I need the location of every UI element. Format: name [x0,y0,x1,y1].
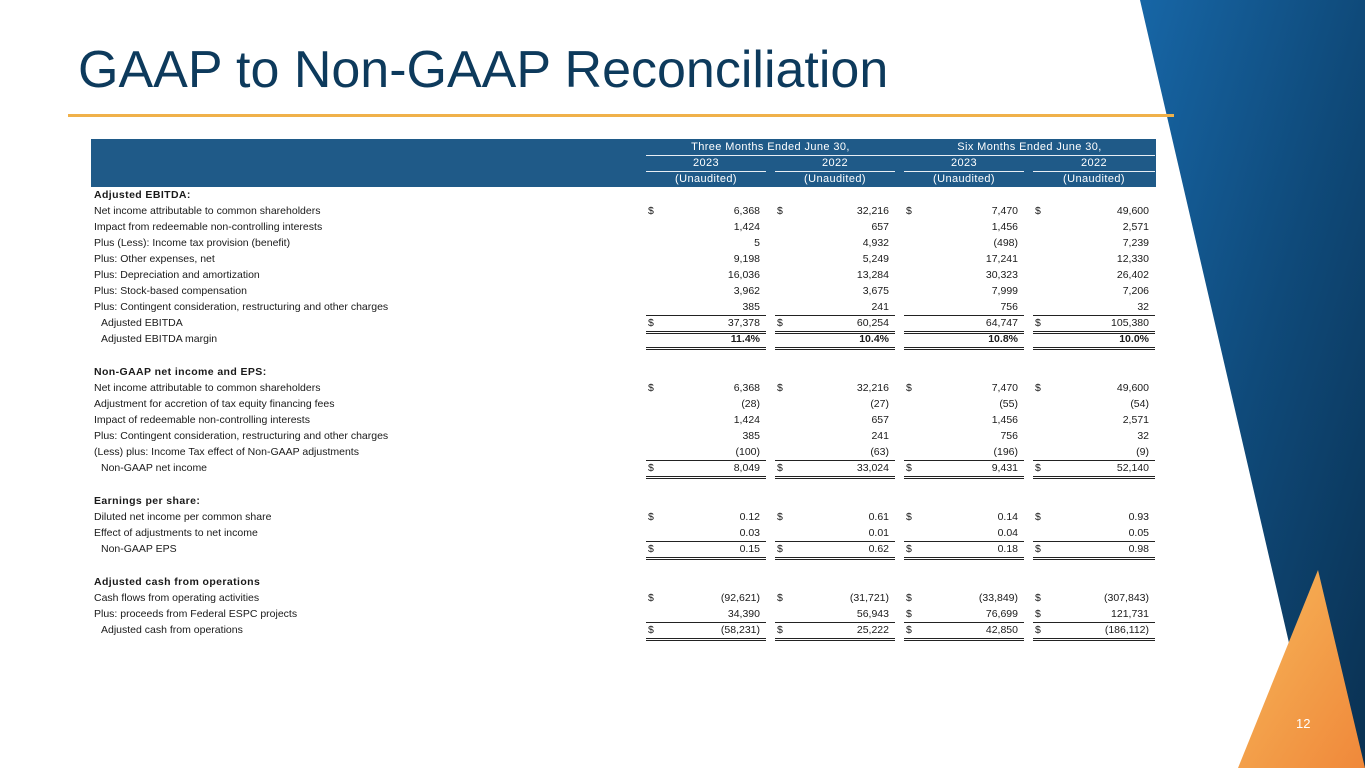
dollar-sign: $ [906,462,912,474]
title-underline [68,114,1174,117]
cell-value: 2,571 [1122,221,1149,233]
dollar-sign: $ [906,382,912,394]
dollar-sign: $ [648,205,654,217]
section-title-row [91,364,1156,380]
cell-value: 3,962 [733,285,760,297]
cell-value: (55) [999,398,1018,410]
row-label: Net income attributable to common shareholders [94,382,321,394]
dollar-sign: $ [906,511,912,523]
cell-value: 121,731 [1111,608,1149,620]
value-cell [646,251,766,267]
cell-value: 241 [871,430,889,442]
value-cell [646,203,766,219]
value-cell [1033,509,1155,525]
dollar-sign: $ [1035,382,1041,394]
value-cell [904,428,1024,444]
value-cell [904,590,1024,606]
cell-value: 3,675 [862,285,889,297]
cell-value: 7,999 [991,285,1018,297]
dollar-sign: $ [777,543,783,555]
cell-value: (100) [735,446,760,458]
table-row [91,396,1156,412]
row-label: Impact of redeemable non-controlling interests [94,414,310,426]
dollar-sign: $ [777,511,783,523]
cell-value: 76,699 [985,608,1018,620]
header-year: 2022 [821,157,849,169]
cell-value: 33,024 [856,462,889,474]
cell-value: 1,424 [733,221,760,233]
row-label: Effect of adjustments to net income [94,527,258,539]
row-label: Plus: Depreciation and amortization [94,269,260,281]
section-title: Non-GAAP net income and EPS: [94,366,267,378]
row-label: Non-GAAP net income [101,462,208,474]
row-label: Plus: Stock-based compensation [94,285,247,297]
header-six-months: Six Months Ended June 30, [957,141,1102,153]
value-cell [1033,444,1155,461]
cell-value: 7,470 [991,382,1018,394]
value-cell [775,235,895,251]
table-row [91,251,1156,267]
dollar-sign: $ [1035,205,1041,217]
cell-value: 17,241 [985,253,1018,265]
value-cell [775,428,895,444]
dollar-sign: $ [648,317,654,329]
row-label: Plus: Contingent consideration, restructuring and other charges [94,301,389,313]
cell-value: 64,747 [985,317,1018,329]
value-cell [1033,380,1155,396]
cell-value: 49,600 [1116,205,1149,217]
value-cell [904,412,1024,428]
value-cell [1033,331,1155,350]
value-cell [904,267,1024,283]
value-cell [646,299,766,316]
dollar-sign: $ [1035,608,1041,620]
cell-value: (307,843) [1104,592,1149,604]
value-cell [904,251,1024,267]
dollar-sign: $ [777,382,783,394]
value-cell [1033,267,1155,283]
row-label: Plus: proceeds from Federal ESPC projects [94,608,298,620]
cell-value: 32,216 [856,205,889,217]
header-year: 2022 [1080,157,1108,169]
cell-value: 657 [871,221,889,233]
table-row [91,315,1156,331]
row-label: Cash flows from operating activities [94,592,260,604]
cell-value: 7,470 [991,205,1018,217]
cell-value: 26,402 [1116,269,1149,281]
header-year: 2023 [692,157,720,169]
value-cell [775,622,895,641]
cell-value: 9,431 [991,462,1018,474]
row-label: Impact from redeemable non-controlling interests [94,221,323,233]
value-cell [646,283,766,299]
cell-value: 25,222 [856,624,889,636]
cell-value: 0.01 [868,527,889,539]
dollar-sign: $ [648,382,654,394]
value-cell [904,283,1024,299]
table-row [91,606,1156,622]
table-body [91,187,1156,638]
value-cell [646,428,766,444]
dollar-sign: $ [1035,624,1041,636]
dollar-sign: $ [648,462,654,474]
cell-value: 5,249 [862,253,889,265]
header-unaudited: (Unaudited) [804,173,866,185]
cell-value: (92,621) [720,592,760,604]
cell-value: 241 [871,301,889,313]
value-cell [904,444,1024,461]
cell-value: 5 [754,237,760,249]
cell-value: (28) [741,398,760,410]
value-cell [775,380,895,396]
dollar-sign: $ [777,317,783,329]
page-title: GAAP to Non-GAAP Reconciliation [78,41,889,99]
section-title-row [91,574,1156,590]
row-label: Adjusted EBITDA margin [101,333,218,345]
cell-value: 11.4% [730,333,760,345]
value-cell [775,219,895,235]
table-row [91,283,1156,299]
section-title: Adjusted cash from operations [94,576,261,588]
table-row [91,203,1156,219]
cell-value: 6,368 [733,382,760,394]
value-cell [904,509,1024,525]
row-label: Non-GAAP EPS [101,543,177,555]
dollar-sign: $ [906,543,912,555]
cell-value: (498) [993,237,1018,249]
cell-value: 8,049 [733,462,760,474]
header-unaudited: (Unaudited) [1063,173,1125,185]
table-row [91,444,1156,460]
value-cell [904,331,1024,350]
table-row [91,380,1156,396]
section-title-row [91,493,1156,509]
dollar-sign: $ [777,624,783,636]
cell-value: 0.62 [868,543,889,555]
value-cell [646,460,766,479]
cell-value: 0.18 [997,543,1018,555]
cell-value: 0.04 [997,527,1018,539]
cell-value: 0.14 [997,511,1018,523]
value-cell [775,525,895,542]
table-row [91,509,1156,525]
cell-value: 7,239 [1122,237,1149,249]
dollar-sign: $ [906,592,912,604]
cell-value: 105,380 [1111,317,1149,329]
cell-value: 2,571 [1122,414,1149,426]
cell-value: 60,254 [856,317,889,329]
value-cell [646,267,766,283]
cell-value: (33,849) [978,592,1018,604]
cell-value: (186,112) [1104,624,1149,636]
table-row [91,525,1156,541]
value-cell [775,396,895,412]
table-row [91,267,1156,283]
value-cell [775,251,895,267]
value-cell [1033,428,1155,444]
cell-value: 0.05 [1128,527,1149,539]
cell-value: 9,198 [733,253,760,265]
value-cell [904,606,1024,623]
value-cell [775,331,895,350]
value-cell [904,396,1024,412]
cell-value: 0.61 [868,511,889,523]
table-row [91,235,1156,251]
row-label: Net income attributable to common shareholders [94,205,321,217]
dollar-sign: $ [1035,462,1041,474]
value-cell [775,460,895,479]
dollar-sign: $ [648,543,654,555]
cell-value: 657 [871,414,889,426]
cell-value: 6,368 [733,205,760,217]
table-row [91,219,1156,235]
cell-value: 756 [1000,301,1018,313]
value-cell [646,622,766,641]
value-cell [646,380,766,396]
dollar-sign: $ [1035,543,1041,555]
dollar-sign: $ [777,462,783,474]
value-cell [646,590,766,606]
cell-value: 37,378 [727,317,760,329]
cell-value: (196) [993,446,1018,458]
dollar-sign: $ [1035,317,1041,329]
cell-value: 385 [742,430,760,442]
value-cell [904,525,1024,542]
dollar-sign: $ [1035,511,1041,523]
value-cell [904,460,1024,479]
dollar-sign: $ [777,592,783,604]
dollar-sign: $ [648,624,654,636]
value-cell [1033,235,1155,251]
value-cell [904,622,1024,641]
value-cell [646,219,766,235]
value-cell [1033,219,1155,235]
cell-value: 56,943 [856,608,889,620]
cell-value: (9) [1136,446,1149,458]
cell-value: 10.0% [1119,333,1149,345]
cell-value: 0.15 [739,543,760,555]
value-cell [904,380,1024,396]
row-label: (Less) plus: Income Tax effect of Non-GAAP adjustments [94,446,359,458]
cell-value: (27) [870,398,889,410]
value-cell [646,235,766,251]
cell-value: 32 [1137,301,1149,313]
value-cell [775,444,895,461]
section-title: Adjusted EBITDA: [94,189,191,201]
value-cell [775,606,895,623]
dollar-sign: $ [777,205,783,217]
table-row [91,460,1156,476]
cell-value: 7,206 [1122,285,1149,297]
cell-value: (31,721) [849,592,889,604]
dollar-sign: $ [906,624,912,636]
row-label: Plus: Contingent consideration, restructuring and other charges [94,430,389,442]
value-cell [904,219,1024,235]
cell-value: 13,284 [856,269,889,281]
cell-value: 12,330 [1116,253,1149,265]
cell-value: 52,140 [1116,462,1149,474]
section-title: Earnings per share: [94,495,201,507]
value-cell [1033,606,1155,623]
cell-value: (54) [1130,398,1149,410]
value-cell [1033,396,1155,412]
header-unaudited: (Unaudited) [933,173,995,185]
value-cell [1033,525,1155,542]
row-label: Adjustment for accretion of tax equity financing fees [94,398,335,410]
value-cell [775,203,895,219]
reconciliation-table [91,139,1156,638]
section-title-row [91,187,1156,203]
table-header [91,139,1156,187]
value-cell [1033,251,1155,267]
table-row [91,299,1156,315]
value-cell [646,606,766,623]
cell-value: 0.93 [1128,511,1149,523]
value-cell [646,525,766,542]
page-number: 12 [1296,716,1311,731]
cell-value: 32,216 [856,382,889,394]
cell-value: 1,456 [991,221,1018,233]
value-cell [775,283,895,299]
row-label: Adjusted cash from operations [101,624,243,636]
cell-value: 34,390 [727,608,760,620]
cell-value: 756 [1000,430,1018,442]
value-cell [646,444,766,461]
value-cell [904,235,1024,251]
dollar-sign: $ [906,608,912,620]
value-cell [1033,283,1155,299]
cell-value: 16,036 [727,269,760,281]
cell-value: 10.4% [859,333,889,345]
value-cell [646,412,766,428]
row-label: Adjusted EBITDA [101,317,183,329]
cell-value: 30,323 [985,269,1018,281]
value-cell [1033,299,1155,316]
value-cell [1033,412,1155,428]
row-label: Plus (Less): Income tax provision (benefit) [94,237,291,249]
cell-value: (58,231) [720,624,760,636]
header-year: 2023 [950,157,978,169]
table-row [91,428,1156,444]
value-cell [646,396,766,412]
cell-value: 1,456 [991,414,1018,426]
value-cell [775,299,895,316]
cell-value: 32 [1137,430,1149,442]
cell-value: 0.98 [1128,543,1149,555]
value-cell [775,412,895,428]
cell-value: 4,932 [862,237,889,249]
value-cell [646,509,766,525]
cell-value: 1,424 [733,414,760,426]
cell-value: (63) [870,446,889,458]
dollar-sign: $ [1035,592,1041,604]
header-unaudited: (Unaudited) [675,173,737,185]
table-row [91,412,1156,428]
dollar-sign: $ [906,205,912,217]
row-label: Diluted net income per common share [94,511,272,523]
cell-value: 10.8% [988,333,1018,345]
value-cell [1033,590,1155,606]
value-cell [1033,460,1155,479]
value-cell [775,267,895,283]
table-row [91,331,1156,347]
value-cell [775,541,895,560]
value-cell [904,299,1024,316]
value-cell [1033,622,1155,641]
header-three-months: Three Months Ended June 30, [691,141,850,153]
value-cell [646,331,766,350]
value-cell [1033,541,1155,560]
table-row [91,622,1156,638]
value-cell [646,541,766,560]
value-cell [904,203,1024,219]
row-label: Plus: Other expenses, net [94,253,215,265]
cell-value: 385 [742,301,760,313]
dollar-sign: $ [648,592,654,604]
value-cell [1033,203,1155,219]
value-cell [775,590,895,606]
cell-value: 0.03 [739,527,760,539]
cell-value: 49,600 [1116,382,1149,394]
value-cell [775,509,895,525]
table-row [91,590,1156,606]
value-cell [904,541,1024,560]
table-row [91,541,1156,557]
cell-value: 42,850 [985,624,1018,636]
dollar-sign: $ [648,511,654,523]
cell-value: 0.12 [739,511,760,523]
